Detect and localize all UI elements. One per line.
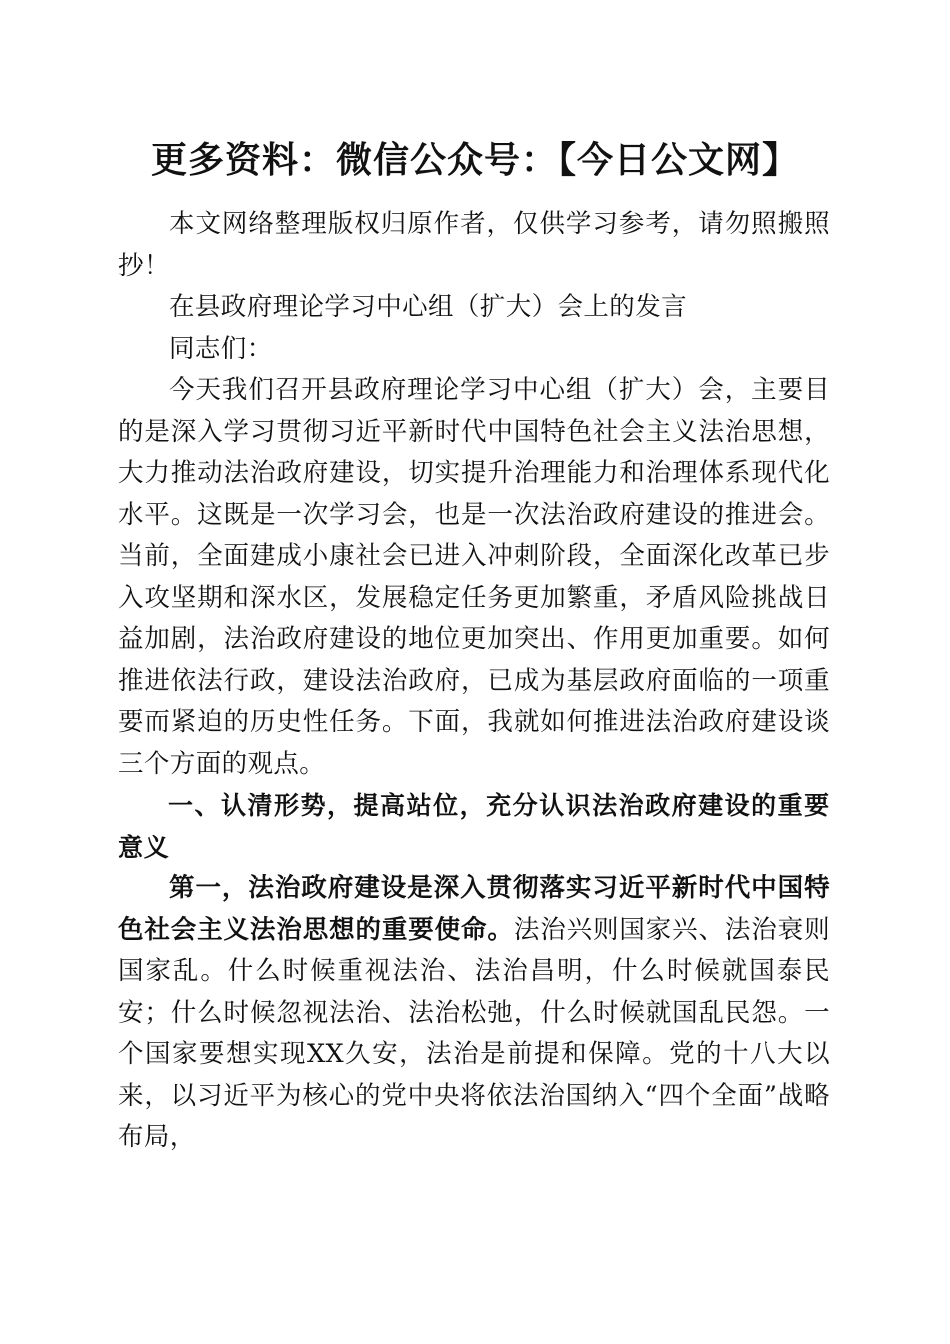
salutation: 同志们： (169, 333, 273, 364)
paragraph-first-point (118, 868, 830, 1159)
promo-header-title: 更多资料：微信公众号：【今日公文网】 (150, 139, 799, 181)
copyright-notice: 本文网络整理版权归原作者，仅供学习参考，请勿照搬照抄！ (118, 209, 830, 281)
paragraph-body-text: 法治兴则国家兴、法治衰则国家乱。什么时候重视法治、法治昌明，什么时候就国泰民安；什么时候忽视法治、法治松弛，什么时候就国乱民怨。一个国家要想实现XX久安，法治是前提和保障。党的十八大以来，以习近平为核心的党中央将依法治国纳入“四个全面”战略布局， (118, 914, 830, 1152)
document-body (118, 204, 830, 1159)
section-heading-1: 一、认清形势，提高站位，充分认识法治政府建设的重要意义 (118, 791, 830, 862)
paragraph-lead-sentence: 第一，法治政府建设是深入贯彻落实习近平新时代中国特色社会主义法治思想的重要使命。 (118, 873, 830, 945)
paragraph-intro: 今天我们召开县政府理论学习中心组（扩大）会，主要目的是深入学习贯彻习近平新时代中国特色社会主义法治思想，大力推动法治政府建设，切实提升治理能力和治理体系现代化水平。这既是一次学习会，也是一次法治政府建设的推进会。当前，全面建成小康社会已进入冲刺阶段，全面深化改革已步入攻坚期和深水区，发展稳定任务更加繁重，矛盾风险挑战日益加剧，法治政府建设的地位更加突出、作用更加重要。如何推进依法行政，建设法治政府，已成为基层政府面临的一项重要而紧迫的历史性任务。下面，我就如何推进法治政府建设谈三个方面的观点。 (118, 375, 830, 779)
speech-title: 在县政府理论学习中心组（扩大）会上的发言 (169, 292, 688, 322)
